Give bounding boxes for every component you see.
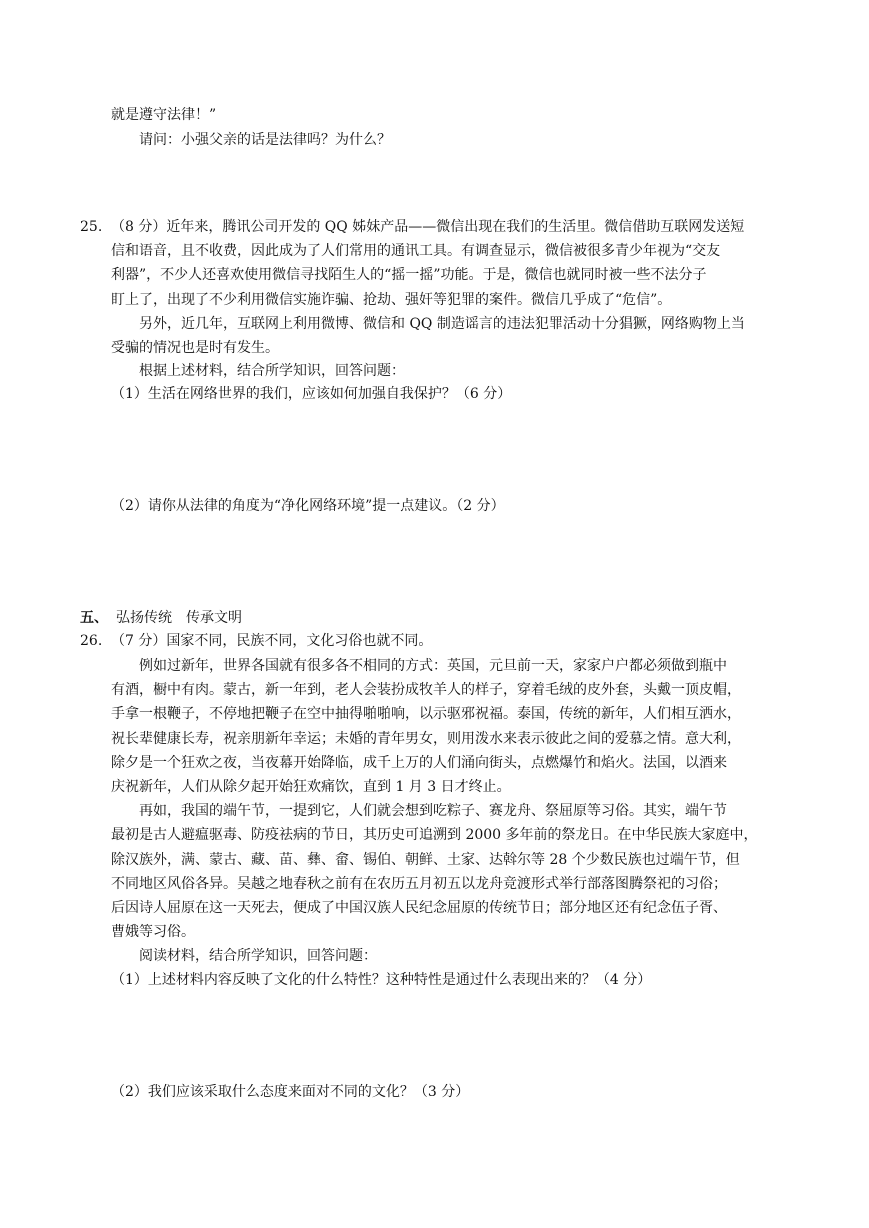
q26-para1-line-1: 例如过新年，世界各国就有很多各不相同的方式：英国，元旦前一天，家家户户都必须做到瓶中 xyxy=(139,658,727,674)
q26-para1-line-4: 祝长辈健康长寿，祝亲朋新年幸运；未婚的青年男女，则用泼水来表示彼此之间的爱慕之情。意大利， xyxy=(111,731,741,747)
q26-intro: （7 分）国家不同，民族不同，文化习俗也就不同。 xyxy=(111,633,433,649)
section-title: 弘扬传统 传承文明 xyxy=(116,610,242,626)
q25-para2-line-2: 受骗的情况也是时有发生。 xyxy=(111,340,279,356)
q25-sub1: （1）生活在网络世界的我们，应该如何加强自我保护？（6 分） xyxy=(111,386,512,402)
q26-para1-line-3: 手拿一根鞭子，不停地把鞭子在空中抽得啪啪响，以示驱邪祝福。泰国，传统的新年，人们相互洒水， xyxy=(111,706,741,722)
q25-line-2: 信和语音，且不收费，因此成为了人们常用的通讯工具。有调查显示，微信被很多青少年视为“交友 xyxy=(111,243,721,259)
q25-para2-line-1: 另外，近几年，互联网上利用微博、微信和 QQ 制造谣言的违法犯罪活动十分猖獗，网络购物上当 xyxy=(139,316,745,332)
q26-instruction: 阅读材料，结合所学知识，回答问题： xyxy=(139,948,377,964)
q25-line-3: 利器”，不少人还喜欢使用微信寻找陌生人的“摇一摇”功能。于是，微信也就同时被一些不法分子 xyxy=(111,267,707,283)
q26-para2-line-4: 不同地区风俗各异。吴越之地春秋之前有在农历五月初五以龙舟竞渡形式举行部落图腾祭祀的习俗； xyxy=(111,876,727,892)
section-number: 五、 xyxy=(80,610,108,626)
q26-para2-line-1: 再如，我国的端午节，一提到它，人们就会想到吃粽子、赛龙舟、祭屈原等习俗。其实，端午节 xyxy=(139,803,727,819)
q26-para1-line-2: 有酒，橱中有肉。蒙古，新一年到，老人会装扮成牧羊人的样子，穿着毛绒的皮外套，头戴一顶皮帽， xyxy=(111,682,741,698)
q26-para2-line-2: 最初是古人避瘟驱毒、防疫祛病的节日，其历史可追溯到 2000 多年前的祭龙日。在中华民族大家庭中， xyxy=(111,827,758,843)
q26-para1-line-6: 庆祝新年，人们从除夕起开始狂欢痛饮，直到 1 月 3 日才终止。 xyxy=(111,779,511,795)
q25-sub2: （2）请你从法律的角度为“净化网络环境”提一点建议。（2 分） xyxy=(111,498,505,514)
q26-para2-line-6: 曹娥等习俗。 xyxy=(111,924,195,940)
q26-sub2: （2）我们应该采取什么态度来面对不同的文化？（3 分） xyxy=(111,1084,470,1100)
q25-number: 25. xyxy=(80,219,103,235)
q26-para2-line-5: 后因诗人屈原在这一天死去，便成了中国汉族人民纪念屈原的传统节日；部分地区还有纪念伍子胥、 xyxy=(111,900,727,916)
q26-sub1: （1）上述材料内容反映了文化的什么特性？这种特性是通过什么表现出来的？（4 分） xyxy=(111,972,652,988)
q25-line-4: 盯上了，出现了不少利用微信实施诈骗、抢劫、强奸等犯罪的案件。微信几乎成了“危信”。 xyxy=(111,292,672,308)
q24-tail-line: 就是遵守法律！” xyxy=(111,107,217,123)
q24-question: 请问：小强父亲的话是法律吗？为什么？ xyxy=(139,132,391,148)
q26-para1-line-5: 除夕是一个狂欢之夜，当夜幕开始降临，成千上万的人们涌向街头，点燃爆竹和焰火。法国，以酒来 xyxy=(111,755,727,771)
q26-number: 26. xyxy=(80,633,103,649)
q25-instruction: 根据上述材料，结合所学知识，回答问题： xyxy=(139,363,405,379)
q25-line-1: （8 分）近年来，腾讯公司开发的 QQ 姊妹产品——微信出现在我们的生活里。微信借助互联网发送短 xyxy=(111,219,745,235)
section-heading xyxy=(80,611,242,625)
q26-para2-line-3: 除汉族外，满、蒙古、藏、苗、彝、畲、锡伯、朝鲜、土家、达斡尔等 28 个少数民族也过端午节，但 xyxy=(111,852,740,868)
